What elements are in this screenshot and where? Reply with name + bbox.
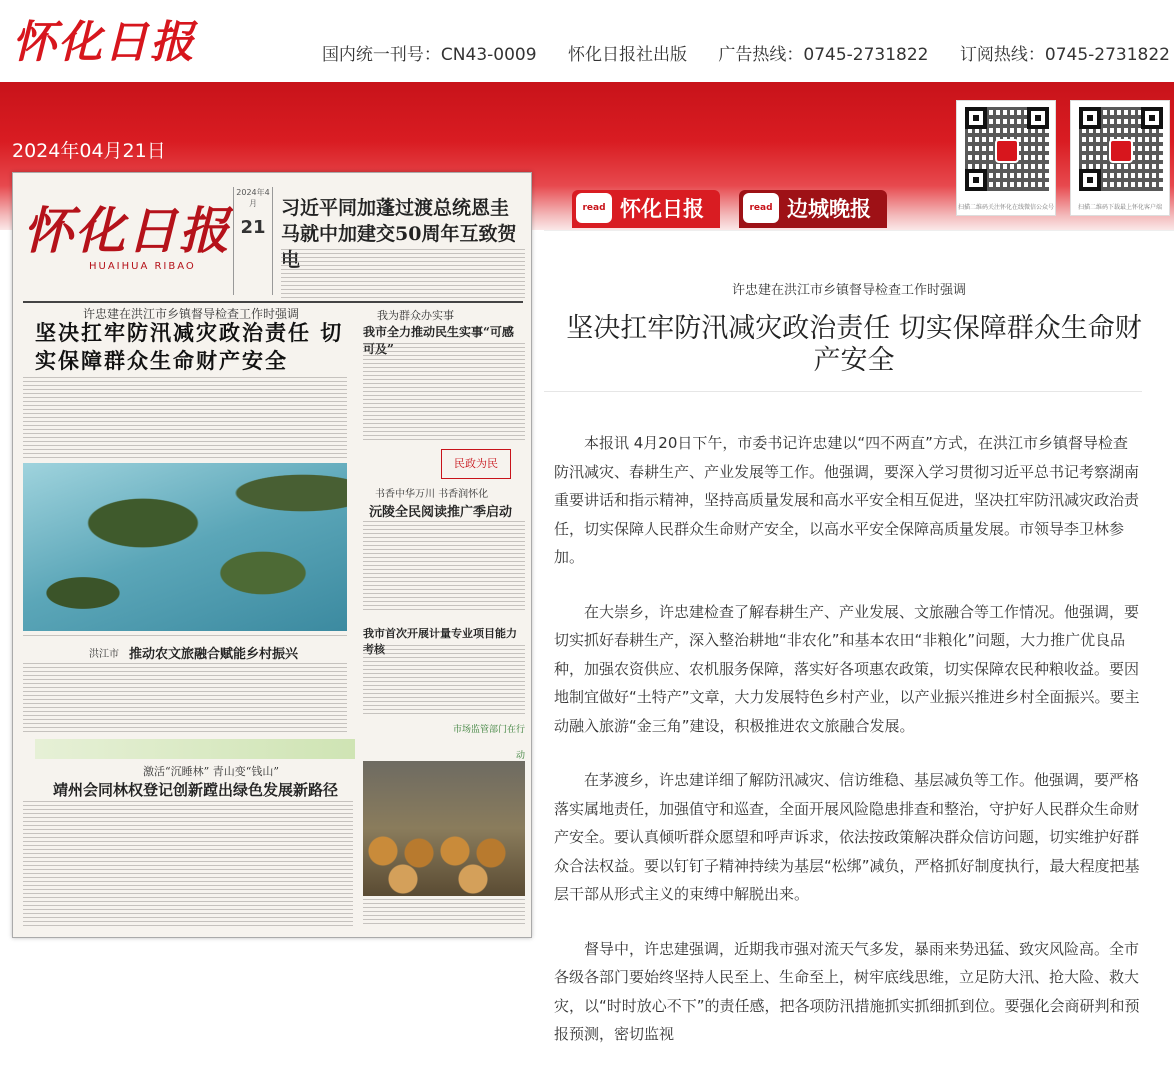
paper-village-headline[interactable]: 推动农文旅融合赋能乡村振兴 xyxy=(129,647,299,662)
paper-top-headline[interactable]: 习近平同加蓬过渡总统恩圭马就中加建交50周年互致贺电 xyxy=(281,197,517,271)
read-icon: read xyxy=(576,193,612,223)
read-icon: read xyxy=(743,193,779,223)
paper-right-kicker: 我为群众办实事 xyxy=(377,309,454,322)
paper-forest-kicker: 激活“沉睡林” 青山变“钱山” xyxy=(143,765,279,778)
paper-main-kicker: 许忠建在洪江市乡镇督导检查工作时强调 xyxy=(83,307,300,321)
paper-village-prefix: 洪江市 xyxy=(89,649,119,660)
article-body xyxy=(554,429,1140,1075)
article-title: 坚决扛牢防汛减灾政治责任 切实保障群众生命财产安全 xyxy=(566,313,1142,376)
issue-date: 2024年04月21日 xyxy=(12,140,166,162)
site-header xyxy=(0,0,1174,82)
wine-jars-photo xyxy=(363,761,525,896)
paper-main-headline[interactable]: 坚决扛牢防汛减灾政治责任 切实保障群众生命财产安全 xyxy=(35,320,344,373)
paper-forest-headline[interactable]: 靖州会同林权登记创新蹚出绿色发展新路径 xyxy=(53,781,339,799)
article-paragraph: 本报讯 4月20日下午，市委书记许忠建以“四不两直”方式，在洪江市乡镇督导检查防汛减灾、春耕生产、产业发展等工作。他强调，要深入学习贯彻习近平总书记考察湖南重要讲话和指示精神，坚持高质量发展和高水平安全相互促进，坚决扛牢防汛减灾政治责任，切实保障人民群众生命财产安全，以高水平安全保障高质量发展。市领导李卫林参加。 xyxy=(554,434,1140,566)
paper-stamp: 民政为民 xyxy=(441,449,511,479)
green-banner xyxy=(35,739,355,759)
paper-right-headline[interactable]: 我市全力推动民生实事“可感可及” xyxy=(363,325,514,356)
tab-biancheng-evening[interactable] xyxy=(739,190,887,228)
article-paragraph: 在茅渡乡，许忠建详细了解防汛减灾、信访维稳、基层减负等工作。他强调，要严格落实属地责任，加强值守和巡查，全面开展风险隐患排查和整治，守护好人民群众生命财产安全。要认真倾听群众愿望和呼声诉求，依法按政策解决群众信访问题，切实维护好群众合法权益。要以钉钉子精神持续为基层“松绑”减负，严格抓好制度执行，最大程度把基层干部从形式主义的束缚中解脱出来。 xyxy=(554,771,1140,903)
tab-label: 边城晚报 xyxy=(787,196,871,221)
ad-hotline: 广告热线：0745-2731822 xyxy=(718,45,929,65)
site-logo[interactable]: 怀化日报 xyxy=(12,17,196,68)
article-kicker: 许忠建在洪江市乡镇督导检查工作时强调 xyxy=(731,283,966,298)
qr-code-app xyxy=(1070,100,1170,216)
newspaper-page[interactable] xyxy=(12,172,532,938)
publisher: 怀化日报社出版 xyxy=(567,45,687,65)
paper-day: 21 xyxy=(240,217,266,238)
paper-reading-headline[interactable]: 沅陵全民阅读推广季启动 xyxy=(369,505,513,520)
paper-exam-headline[interactable]: 我市首次开展计量专业项目能力考核 xyxy=(363,627,517,656)
article-paragraph: 在大崇乡，许忠建检查了解春耕生产、产业发展、文旅融合等工作情况。他强调，要切实抓好春耕生产，深入整治耕地“非农化”和基本农田“非粮化”问题，大力推广优良品种，加强农资供应、农机服务保障，落实好各项惠农政策，切实保障农民种粮收益。要因地制宜做好“土特产”文章，大力发展特色乡村产业，以产业振兴推进乡村全面振兴。要主动融入旅游“金三角”建设，积极推进农文旅融合发展。 xyxy=(554,602,1140,735)
paper-reading-kicker: 书香中华万川 书香润怀化 xyxy=(375,489,489,500)
qr-code-wechat xyxy=(956,100,1056,216)
article-panel xyxy=(544,230,1174,1043)
cn-number: 国内统一刊号：CN43-0009 xyxy=(321,45,537,65)
qr-caption: 扫描二维码关注怀化在线微信公众号 xyxy=(957,204,1054,211)
paper-green-stamp: 市场监管部门在行动 xyxy=(452,725,525,761)
paper-month: 2024年4月 xyxy=(236,188,270,208)
header-info xyxy=(296,40,1170,65)
qr-caption: 扫描二维码下载最上怀化客户端 xyxy=(1077,204,1162,211)
paper-date-block xyxy=(233,187,273,295)
paper-pinyin: HUAIHUA RIBAO xyxy=(89,261,196,272)
tab-label: 怀化日报 xyxy=(620,196,704,221)
lake-photo xyxy=(23,463,347,631)
subscribe-hotline: 订阅热线：0745-2731822 xyxy=(959,45,1170,65)
paper-masthead: 怀化日报 xyxy=(23,201,231,260)
tab-huaihua-daily[interactable] xyxy=(572,190,720,228)
divider xyxy=(544,391,1142,392)
article-paragraph: 督导中，许忠建强调，近期我市强对流天气多发，暴雨来势迅猛、致灾风险高。全市各级各部门要始终坚持人民至上、生命至上，树牢底线思维，立足防大汛、抢大险、救大灾，以“时时放心不下”的责任感，把各项防汛措施抓实抓细抓到位。要强化会商研判和预报预测，密切监视 xyxy=(554,939,1140,1043)
